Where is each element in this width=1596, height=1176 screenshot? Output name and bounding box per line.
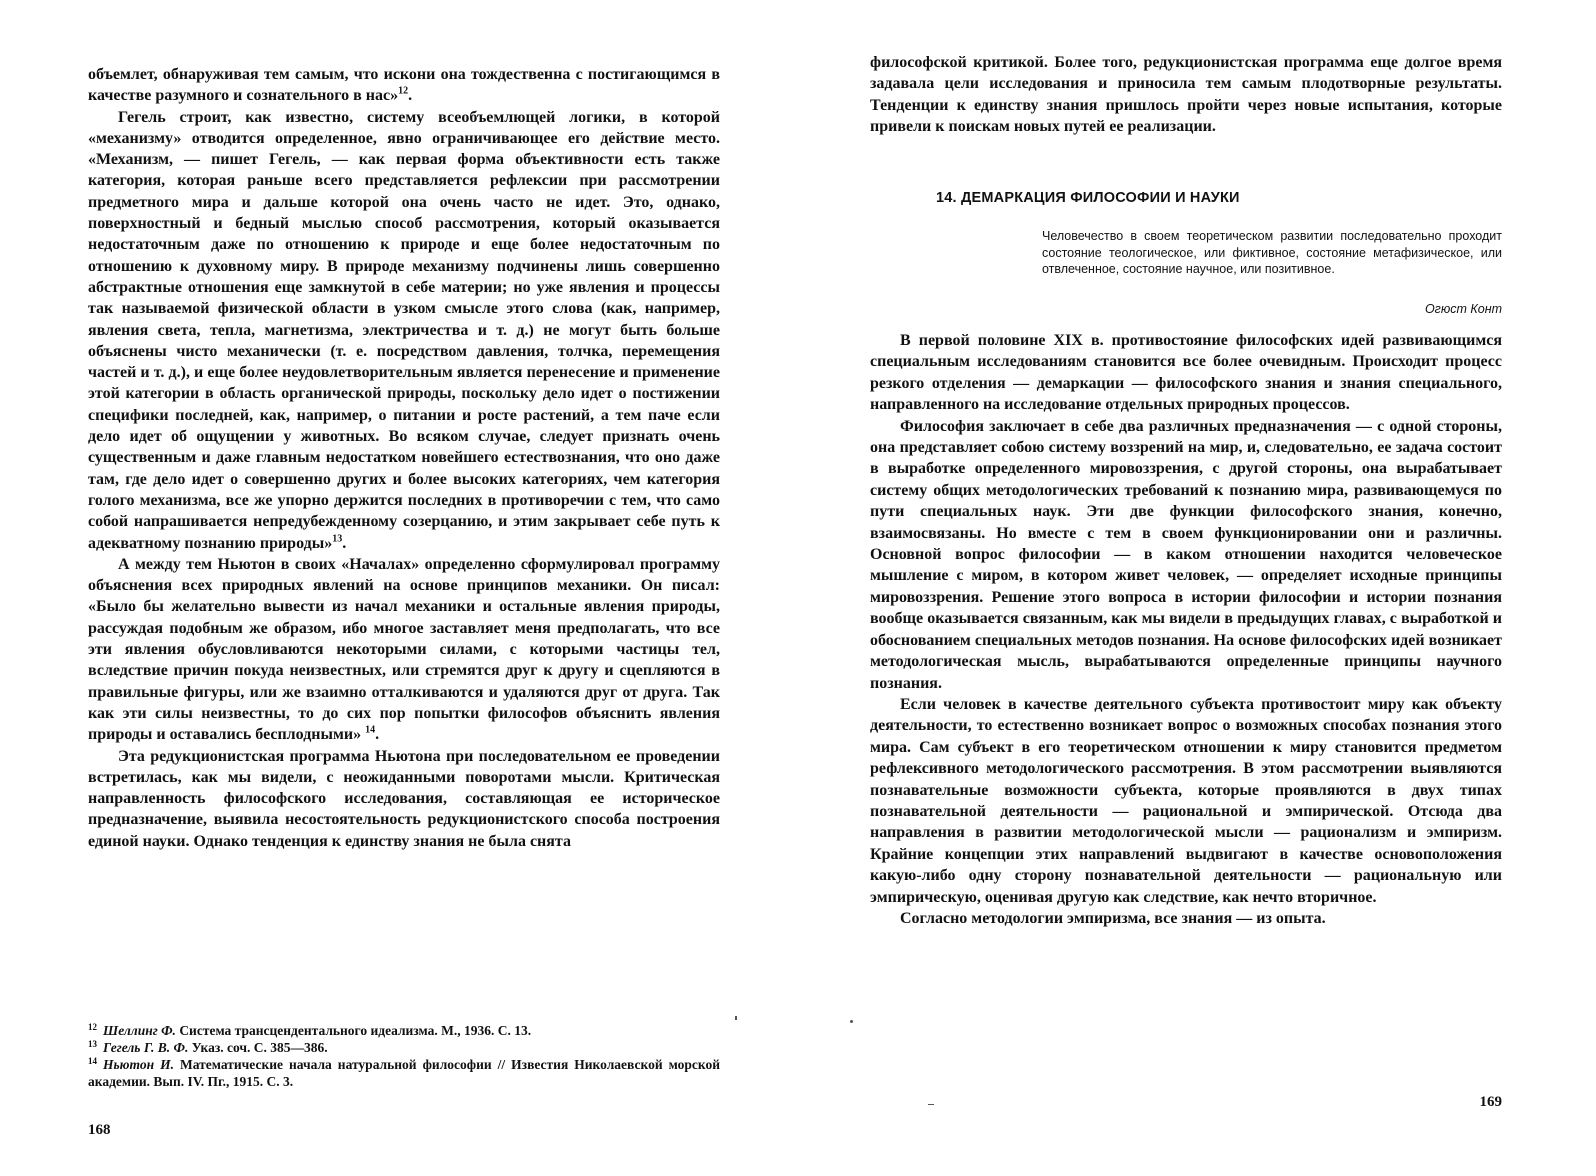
scan-speck <box>850 1020 853 1023</box>
page-number: 168 <box>88 1122 111 1138</box>
paragraph: философской критикой. Более того, редукционистская программа еще долгое время задавала цели исследования и приносила тем самым плодотворные результаты. Тенденции к единству знания пришлось пройти через новые испытания, которые привели к поискам новых путей ее реализации. <box>870 54 1502 135</box>
right-page-continuation <box>870 52 1502 137</box>
section-heading: 14. ДЕМАРКАЦИЯ ФИЛОСОФИИ И НАУКИ <box>936 190 1240 206</box>
paragraph: Если человек в качестве деятельного субъекта противостоит миру как объекту деятельности, то естественно возникает вопрос о возможных способах познания этого мира. Сам субъект в его теоретическом отношении к миру становится предметом рефлексивного методологического рассмотрения. В этом рассмотрении выявляются познавательные возможности субъекта, которые проявляются в двух типах познавательной деятельности — рациональной и эмпирической. Отсюда два направления в развитии методологической мысли — рационализм и эмпиризм. Крайние концепции этих направлений выдвигают в качестве основоположения какую-либо одну сторону познавательной деятельности — рациональную или эмпирическую, оценивая другую как следствие, как нечто вторичное. <box>870 695 1502 906</box>
paragraph: Согласно методологии эмпиризма, все знания — из опыта. <box>900 909 1326 927</box>
footnote: $^{12}$ Шеллинг Ф. Система трансцендентального идеализма. М., 1936. С. 13. <box>88 1021 532 1038</box>
paragraph: Гегель строит, как известно, систему всеобъемлющей логики, в которой «механизму» отводится определенное, явно ограничивающее его действие место. «Механизм, — пишет Гегель, — как первая форма объективности есть также категория, которая раньше всего представляется рефлексии при рассмотрении предметного мира и дальше которой она очень часто не идет. Это, однако, поверхностный и бедный мыслью способ рассмотрения, который оказывается недостаточным даже по отношению к природе и еще более недостаточным по отношению к духовному миру. В природе механизму подчинены лишь совершенно абстрактные отношения еще замкнутой в себе материи; но уже явления и процессы так называемой физической области в узком смысле этого слова (как, например, явления света, тепла, магнетизма, электричества и т. д.) не могут быть больше объяснены чисто механически (т. е. посредством давления, толчка, перемещения частей и т. д.), и еще более неудовлетворительным является перенесение и применение этой категории в область органической природы, поскольку дело идет о постижении специфики последней, как, например, о питании и росте растений, а тем паче если дело идет об ощущении у животных. Во всяком случае, следует признать очень существенным и даже главным недостатком новейшего естествознания, что оно даже там, где дело идет о совершенно других и более высоких категориях, чем категория голого механизма, все же упорно держится последних в противоречии с тем, что само собой напрашивается непредубежденному созерцанию, и этим закрывает себе путь к адекватному познанию природы»$^{13}$. <box>88 108 720 552</box>
right-page-body <box>870 330 1502 929</box>
page-number: 169 <box>1479 1094 1502 1110</box>
scan-speck <box>928 1104 934 1105</box>
footnote: $^{14}$ Ньютон И. Математические начала натуральной философии // Известия Николаевской морской академии. Вып. IV. Пг., 1915. С. 3. <box>88 1055 721 1089</box>
epigraph-author: Огюст Конт <box>1424 302 1502 316</box>
paragraph: Философия заключает в себе два различных предназначения — с одной стороны, она представляет собою систему воззрений на мир, и, следовательно, ее задача состоит в выработке определенного мировоззрения, с другой стороны, она вырабатывает систему общих методологических требований к познанию мира, развивающемуся по пути специальных наук. Эти две функции философского знания, конечно, взаимосвязаны. Но вместе с тем в своем функционировании они и различны. Основной вопрос философии — в каком отношении находится человеческое мышление с миром, в котором живет человек, — определяет исходные принципы мировоззрения. Решение этого вопроса в истории философии и истории познания вообще оказывается связанным, как мы видели в предыдущих главах, с выработкой и обоснованием специальных методов познания. На основе философских идей возникает методологическая мысль, вырабатываются определенные принципы научного познания. <box>870 417 1502 692</box>
epigraph: Человечество в своем теоретическом развитии последовательно проходит состояние теологическое, или фиктивное, состояние метафизическое, или отвлеченное, состояние научное, или позитивное. <box>1042 229 1502 276</box>
footnote-ref: 14 <box>365 724 376 736</box>
scan-speck <box>735 1016 737 1020</box>
footnote: $^{13}$ Гегель Г. В. Ф. Указ. соч. С. 385—386. <box>88 1038 328 1055</box>
paragraph: А между тем Ньютон в своих «Началах» определенно сформулировал программу объяснения всех природных явлений на основе принципов механики. Он писал: «Было бы желательно вывести из начал механики и остальные явления природы, рассуждая подобным же образом, ибо многое заставляет меня предполагать, что все эти явления обусловливаются некоторыми силами, с которыми частицы тел, вследствие причин покуда неизвестных, или стремятся друг к другу и сцепляются в правильные фигуры, или же взаимно отталкиваются и удаляются друг от друга. Так как эти силы неизвестны, то до сих пор попытки философов объяснить явления природы и оставались бесплодными» $^{14}$. <box>88 555 720 744</box>
footnotes <box>88 1022 720 1090</box>
paragraph: Эта редукционистская программа Ньютона при последовательном ее проведении встретилась, как мы видели, с неожиданными поворотами мысли. Критическая направленность философского исследования, составляющая ее историческое предназначение, выявила несостоятельность редукционистского способа построения единой науки. Однако тенденция к единству знания не была снята <box>88 747 720 850</box>
footnote-ref: 13 <box>332 533 343 545</box>
footnote-ref: 12 <box>398 85 409 97</box>
paragraph: объемлет, обнаруживая тем самым, что искони она тождественна с постигающимся в качестве разумного и сознательного в нас»$^{12}$. <box>88 66 720 105</box>
paragraph: В первой половине XIX в. противостояние философских идей развивающимся специальным исследованиям становится все более очевидным. Происходит процесс резкого отделения — демаркации — философского знания и знания специального, направленного на исследование отдельных природных процессов. <box>870 332 1502 414</box>
left-page-body <box>88 64 720 852</box>
